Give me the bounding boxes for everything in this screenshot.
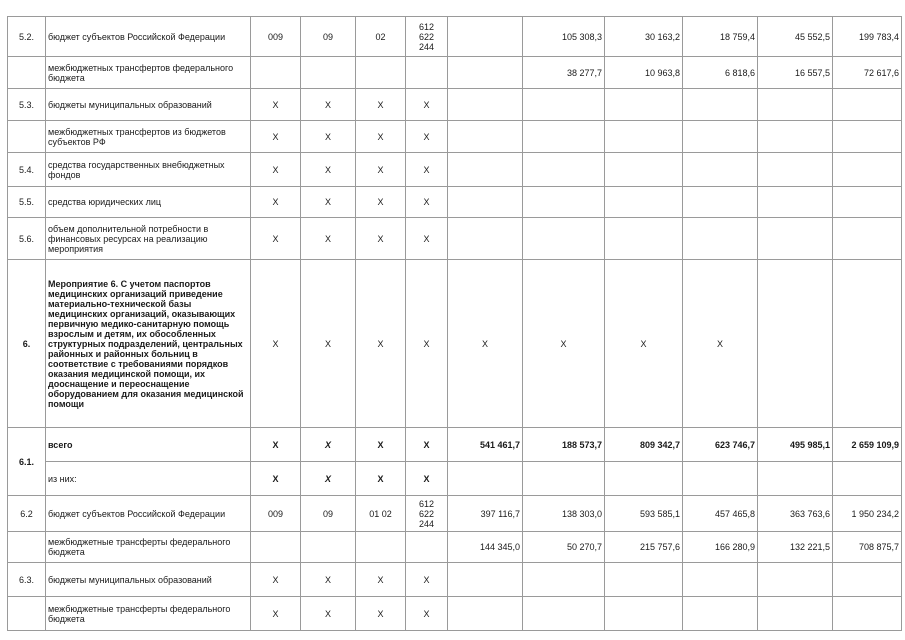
x-mark: X [251, 121, 301, 153]
x-mark: X [251, 218, 301, 260]
x-mark: X [301, 563, 356, 597]
x-mark: X [448, 260, 523, 428]
code-cell: 612 622 244 [406, 496, 448, 532]
table-row [8, 260, 902, 428]
value-cell: 541 461,7 [448, 428, 523, 462]
x-mark: X [251, 563, 301, 597]
row-description: бюджеты муниципальных образований [46, 89, 251, 121]
row-number: 6.3. [8, 563, 46, 597]
value-cell: 50 270,7 [523, 532, 605, 563]
code-cell: 09 [301, 496, 356, 532]
x-mark: X [356, 462, 406, 496]
table-row [8, 187, 902, 218]
x-mark: X [301, 187, 356, 218]
row-description: из них: [46, 462, 251, 496]
x-mark: X [406, 153, 448, 187]
table-row [8, 89, 902, 121]
table-row [8, 428, 902, 462]
code-cell: 612 622 244 [406, 17, 448, 57]
x-mark: X [251, 428, 301, 462]
x-mark: X [301, 218, 356, 260]
x-mark: X [683, 260, 758, 428]
x-mark: X [301, 260, 356, 428]
x-mark: X [251, 597, 301, 631]
row-description: средства юридических лиц [46, 187, 251, 218]
row-number: 6.2 [8, 496, 46, 532]
x-mark: X [406, 187, 448, 218]
code-cell: 02 [356, 17, 406, 57]
x-mark: X [301, 89, 356, 121]
x-mark: X [356, 121, 406, 153]
value-cell: 10 963,8 [605, 57, 683, 89]
value-cell: 809 342,7 [605, 428, 683, 462]
x-mark: X [356, 89, 406, 121]
value-cell: 72 617,6 [833, 57, 902, 89]
value-cell: 6 818,6 [683, 57, 758, 89]
row-description: всего [46, 428, 251, 462]
x-mark: X [301, 121, 356, 153]
row-description: межбюджетные трансферты федерального бюджета [46, 597, 251, 631]
x-mark: X [356, 218, 406, 260]
value-cell: 593 585,1 [605, 496, 683, 532]
row-number: 5.3. [8, 89, 46, 121]
x-mark: X [356, 428, 406, 462]
row-description: бюджет субъектов Российской Федерации [46, 496, 251, 532]
row-number: 6. [8, 260, 46, 428]
row-description: бюджет субъектов Российской Федерации [46, 17, 251, 57]
x-mark: X [356, 563, 406, 597]
row-description: межбюджетные трансферты федерального бюджета [46, 532, 251, 563]
x-mark: X [356, 187, 406, 218]
value-cell: 16 557,5 [758, 57, 833, 89]
x-mark: X [406, 121, 448, 153]
value-cell: 2 659 109,9 [833, 428, 902, 462]
value-cell: 138 303,0 [523, 496, 605, 532]
row-description: межбюджетных трансфертов из бюджетов субъектов РФ [46, 121, 251, 153]
x-mark: X [356, 597, 406, 631]
row-description: бюджеты муниципальных образований [46, 563, 251, 597]
row-number: 5.5. [8, 187, 46, 218]
value-cell: 623 746,7 [683, 428, 758, 462]
x-mark: X [301, 428, 356, 462]
value-cell: 199 783,4 [833, 17, 902, 57]
x-mark: X [251, 187, 301, 218]
table-row [8, 563, 902, 597]
table-row [8, 597, 902, 631]
row-description: средства государственных внебюджетных фондов [46, 153, 251, 187]
row-description: межбюджетных трансфертов федерального бюджета [46, 57, 251, 89]
value-cell: 30 163,2 [605, 17, 683, 57]
table-row [8, 17, 902, 57]
x-mark: X [301, 153, 356, 187]
row-number: 6.1. [8, 428, 46, 496]
x-mark: X [356, 260, 406, 428]
value-cell: 363 763,6 [758, 496, 833, 532]
table-row [8, 218, 902, 260]
value-cell: 188 573,7 [523, 428, 605, 462]
x-mark: X [251, 89, 301, 121]
value-cell: 215 757,6 [605, 532, 683, 563]
x-mark: X [406, 218, 448, 260]
code-cell: 009 [251, 496, 301, 532]
row-number: 5.2. [8, 17, 46, 57]
x-mark: X [356, 153, 406, 187]
value-cell: 105 308,3 [523, 17, 605, 57]
value-cell: 144 345,0 [448, 532, 523, 563]
value-cell: 18 759,4 [683, 17, 758, 57]
value-cell: 708 875,7 [833, 532, 902, 563]
table-row [8, 57, 902, 89]
value-cell: 397 116,7 [448, 496, 523, 532]
budget-table [7, 16, 902, 631]
x-mark: X [406, 563, 448, 597]
value-cell: 495 985,1 [758, 428, 833, 462]
x-mark: X [251, 153, 301, 187]
value-cell: 166 280,9 [683, 532, 758, 563]
x-mark: X [251, 462, 301, 496]
table-row [8, 496, 902, 532]
table-row [8, 462, 902, 496]
x-mark: X [301, 462, 356, 496]
row-number: 5.4. [8, 153, 46, 187]
x-mark: X [251, 260, 301, 428]
code-cell: 009 [251, 17, 301, 57]
value-cell: 38 277,7 [523, 57, 605, 89]
x-mark: X [605, 260, 683, 428]
code-cell: 01 02 [356, 496, 406, 532]
row-description: Мероприятие 6. С учетом паспортов медицинских организаций приведение материально-технической базы медицинских организаций, оказывающих первичную медико-санитарную помощь взрослым и детям, их обособленных структурных подразделений, центральных районных и районных больниц в соответствие с требованиями порядков оказания медицинской помощи, их дооснащение и переоснащение оборудованием для оказания медицинской помощи [46, 260, 251, 428]
value-cell [448, 17, 523, 57]
table-row [8, 532, 902, 563]
x-mark: X [406, 260, 448, 428]
value-cell: 457 465,8 [683, 496, 758, 532]
x-mark: X [406, 428, 448, 462]
row-description: объем дополнительной потребности в финансовых ресурсах на реализацию мероприятия [46, 218, 251, 260]
x-mark: X [406, 597, 448, 631]
table-row [8, 153, 902, 187]
value-cell: 45 552,5 [758, 17, 833, 57]
row-number: 5.6. [8, 218, 46, 260]
value-cell: 1 950 234,2 [833, 496, 902, 532]
code-cell: 09 [301, 17, 356, 57]
value-cell: 132 221,5 [758, 532, 833, 563]
x-mark: X [301, 597, 356, 631]
x-mark: X [406, 462, 448, 496]
x-mark: X [406, 89, 448, 121]
table-row [8, 121, 902, 153]
x-mark: X [523, 260, 605, 428]
